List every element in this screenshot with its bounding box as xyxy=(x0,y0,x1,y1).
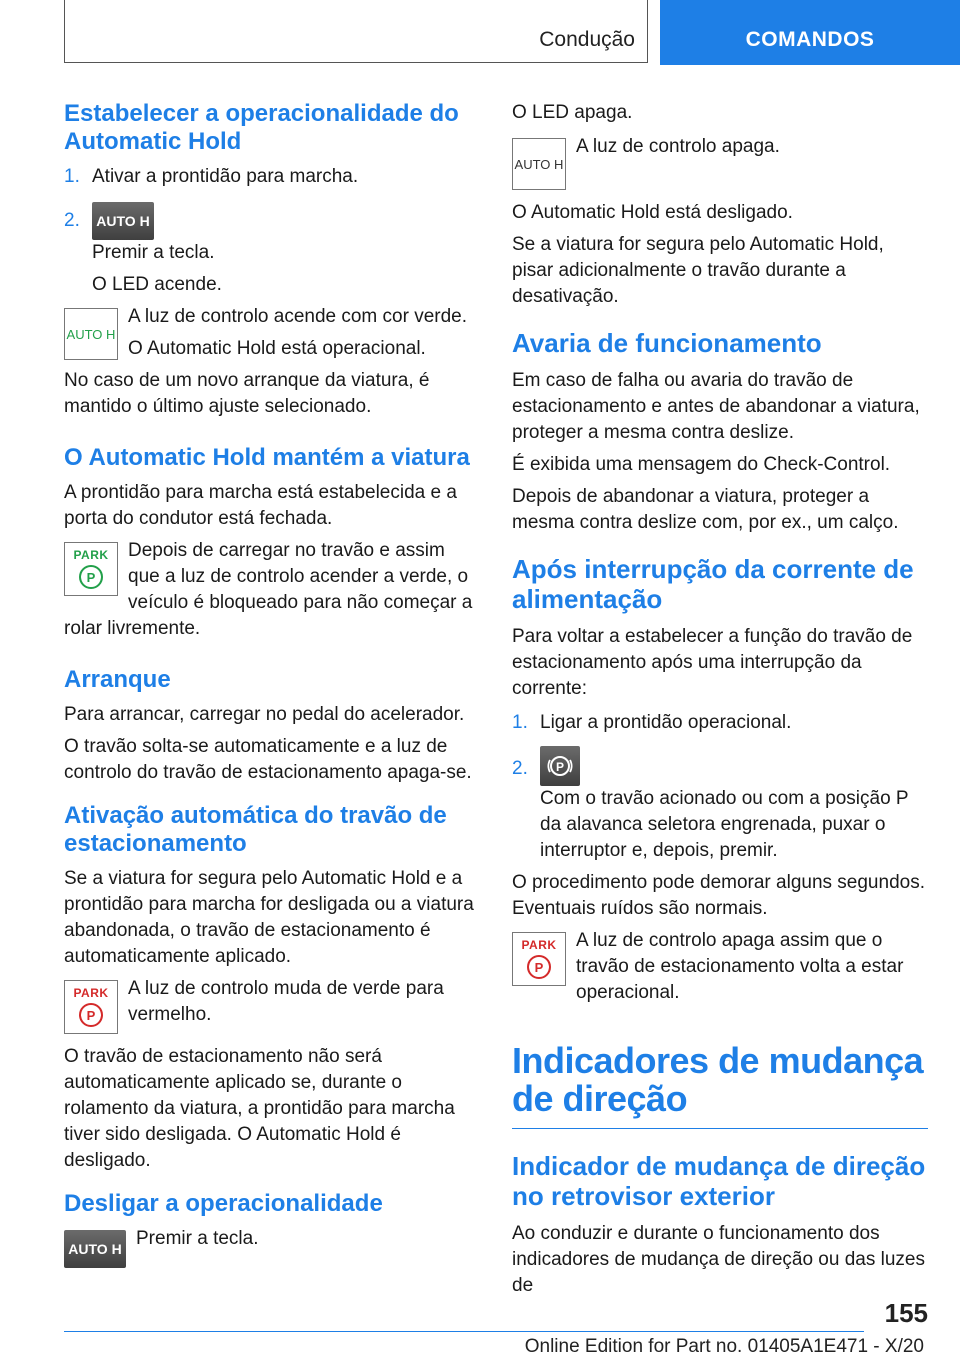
park-circle-icon xyxy=(526,954,552,980)
light-green-text: A luz de controlo acende com cor verde. xyxy=(128,306,468,327)
park-p-symbol: P xyxy=(534,959,544,975)
header-section: Condução xyxy=(539,28,635,51)
park-indicator-green-icon xyxy=(64,542,118,596)
auto-park-text-2: O travão de estacionamento não será automaticamente aplicado se, durante o rolamento da viatura, a prontidão para marcha tiver sido desligada. O Automatic Hold é desligado. xyxy=(64,1046,455,1171)
fault-text-3: Depois de abandonar a viatura, proteger a mesma contra deslize com, por ex., um calço. xyxy=(512,486,899,533)
power-text-2: O procedimento pode demorar alguns segundos. Eventuais ruídos são normais. xyxy=(512,872,925,919)
parking-brake-symbol-icon xyxy=(546,752,574,780)
step-text: Com o travão acionado ou com a posição P da alavanca seletora engrenada, puxar o interruptor e, depois, premir. xyxy=(540,788,909,861)
operational-text: O Automatic Hold está operacional. xyxy=(128,338,426,359)
park-circle-icon xyxy=(78,1002,104,1028)
led-on-text: O LED acende. xyxy=(92,274,222,295)
start-text-1: Para arrancar, carregar no pedal do acelerador. xyxy=(64,704,465,725)
step-number: 1. xyxy=(512,712,528,733)
park-green-block xyxy=(64,538,480,648)
mirror-text: Ao conduzir e durante o funcionamento dos indicadores de mudança de direção ou das luzes de xyxy=(512,1223,925,1296)
park-red-block xyxy=(64,976,480,1038)
step-number: 2. xyxy=(64,210,80,231)
step-1 xyxy=(64,164,480,190)
heading-fault: Avaria de funcionamento xyxy=(512,328,822,358)
indicator-block xyxy=(64,304,480,426)
auto-h-button-icon: AUTO H xyxy=(64,1230,126,1268)
page-number: 155 xyxy=(884,1298,928,1328)
power-step-1 xyxy=(512,710,928,736)
hold-off-text: O Automatic Hold está desligado. xyxy=(512,202,793,223)
heading-holds: O Automatic Hold mantém a viatura xyxy=(64,444,470,471)
park-label: PARK xyxy=(73,547,109,562)
footer-edition: Online Edition for Part no. 01405A1E471 - X/20 xyxy=(524,1336,924,1357)
auto-h-button-icon: AUTO H xyxy=(92,202,154,240)
power-step-2 xyxy=(512,746,928,864)
step-text: Ligar a prontidão operacional. xyxy=(540,712,792,733)
park-indicator-red-icon xyxy=(512,932,566,986)
left-column xyxy=(64,100,480,1272)
auto-h-indicator-off-icon: AUTO H xyxy=(512,138,566,190)
led-off-text: O LED apaga. xyxy=(512,102,633,123)
light-off-text: A luz de controlo apaga. xyxy=(576,136,780,157)
step-number: 1. xyxy=(64,166,80,187)
park-label: PARK xyxy=(521,937,557,952)
fault-text-1: Em caso de falha ou avaria do travão de estacionamento e antes de abandonar a viatura, proteger a mesma contra deslize. xyxy=(512,370,920,443)
step-text: Premir a tecla. xyxy=(92,242,215,263)
step-2 xyxy=(64,202,480,266)
right-column xyxy=(512,100,928,1305)
heading-auto-park: Ativação automática do travão de estacionamento xyxy=(64,802,447,857)
restart-text: No caso de um novo arranque da viatura, é mantido o último ajuste selecionado. xyxy=(64,370,430,417)
auto-park-light-text: A luz de controlo muda de verde para vermelho. xyxy=(128,978,444,1025)
park-p-symbol: P xyxy=(555,760,565,774)
heading-power: Após interrupção da corrente de alimentação xyxy=(512,554,914,614)
park-indicator-red-icon xyxy=(64,980,118,1034)
header-section-tab xyxy=(64,0,648,63)
holds-park-text: Depois de carregar no travão e assim que a luz de controlo acender a verde, o veículo é bloqueado para não começar a rolar livremente. xyxy=(64,540,473,639)
power-park-block xyxy=(512,928,928,1012)
park-label: PARK xyxy=(73,985,109,1000)
step-number: 2. xyxy=(512,758,528,779)
holds-text: A prontidão para marcha está estabelecida e a porta do condutor está fechada. xyxy=(64,482,457,529)
off-press-text: Premir a tecla. xyxy=(136,1228,259,1249)
fault-text-2: É exibida uma mensagem do Check-Control. xyxy=(512,454,891,475)
heading-off: Desligar a operacionalidade xyxy=(64,1190,383,1217)
off-block xyxy=(64,1226,480,1272)
heading-turn-indicators: Indicadores de mudança de direção xyxy=(512,1042,928,1129)
power-text-1: Para voltar a estabelecer a função do travão de estacionamento após uma interrupção da corrente: xyxy=(512,626,913,699)
auto-park-text-1: Se a viatura for segura pelo Automatic Hold e a prontidão para marcha for desligada ou a viatura abandonada, o travão de estacionamento é automaticamente aplicado. xyxy=(64,868,474,967)
led-on-line xyxy=(64,272,480,298)
hold-off-text-2: Se a viatura for segura pelo Automatic Hold, pisar adicionalmente o travão durante a desativação. xyxy=(512,234,884,307)
power-light-text: A luz de controlo apaga assim que o travão de estacionamento volta a estar operacional. xyxy=(576,930,904,1003)
park-p-symbol: P xyxy=(86,1007,96,1023)
indicator-off-block xyxy=(512,134,928,194)
footer-divider xyxy=(64,1331,864,1332)
header-chapter: COMANDOS xyxy=(745,28,875,51)
parking-brake-switch-icon xyxy=(540,746,580,786)
heading-start: Arranque xyxy=(64,666,171,693)
park-circle-icon xyxy=(78,564,104,590)
heading-activate: Estabelecer a operacionalidade do Automatic Hold xyxy=(64,100,459,155)
heading-mirror-indicator: Indicador de mudança de direção no retrovisor exterior xyxy=(512,1151,926,1211)
park-p-symbol: P xyxy=(86,569,96,585)
start-text-2: O travão solta-se automaticamente e a luz de controlo do travão de estacionamento apaga-se. xyxy=(64,736,472,783)
step-text: Ativar a prontidão para marcha. xyxy=(92,166,359,187)
auto-h-indicator-green-icon: AUTO H xyxy=(64,308,118,360)
header-chapter-tab xyxy=(660,0,960,65)
